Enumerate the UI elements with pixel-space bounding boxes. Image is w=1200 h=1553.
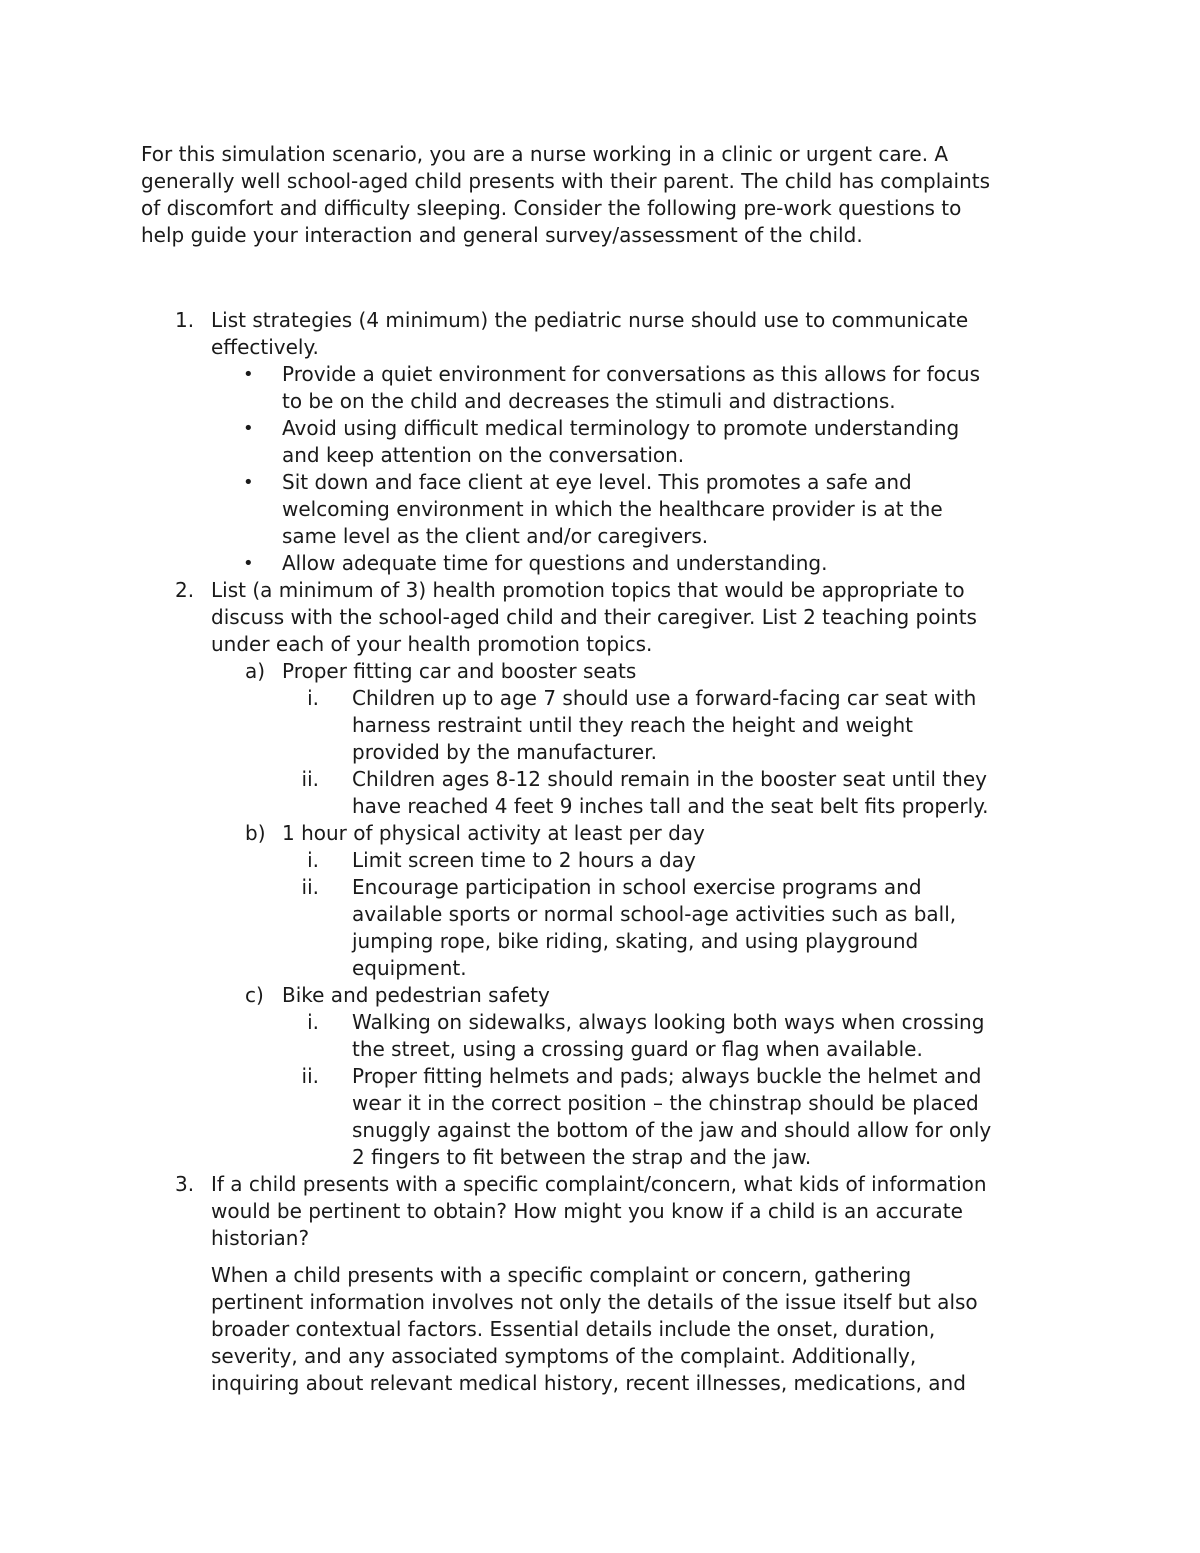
question-3 [141,1171,1081,1397]
question-number: 2. [175,578,195,602]
intro-line: help guide your interaction and general survey/assessment of the child. [141,223,863,247]
point-marker: i. [307,848,319,872]
answer-line: severity, and any associated symptoms of the complaint. Additionally, [211,1344,917,1368]
question-text: historian? [211,1226,310,1250]
question-line [141,307,1081,334]
question-text: If a child presents with a specific complaint/concern, what kids of information [211,1172,987,1196]
point-marker: i. [307,1010,319,1034]
bullet-icon: • [243,472,254,493]
bullet-item: • Provide a quiet environment for conversations as this allows for focus [243,362,980,386]
teaching-point-continuation: the street, using a crossing guard or flag when available. [352,1037,923,1061]
point-marker: ii. [301,875,319,899]
answer-paragraph [141,1262,1081,1397]
topic-marker: b) [245,821,266,845]
question-line [141,1198,1081,1225]
answer-line: broader contextual factors. Essential details include the onset, duration, [211,1317,936,1341]
intro-line: of discomfort and difficulty sleeping. Consider the following pre-work questions to [141,196,962,220]
topic-marker: a) [245,659,266,683]
point-marker: ii. [301,767,319,791]
topic-b [141,820,1081,982]
bullet-item-continuation: same level as the client and/or caregivers. [282,524,709,548]
question-line [141,334,1081,361]
teaching-point: i. Limit screen time to 2 hours a day [141,847,1081,874]
question-text: effectively. [211,335,319,359]
question-list [141,307,1081,1397]
question-line [141,577,1081,604]
teaching-point: ii. Proper fitting helmets and pads; always buckle the helmet and [141,1063,1081,1090]
point-marker: ii. [301,1064,319,1088]
question-text: under each of your health promotion topics. [211,632,653,656]
topic-c [141,982,1081,1171]
teaching-point-continuation: harness restraint until they reach the height and weight [352,713,913,737]
topic-marker: c) [245,983,264,1007]
intro-line: For this simulation scenario, you are a nurse working in a clinic or urgent care. A [141,142,949,166]
teaching-point: ii. Encourage participation in school exercise programs and [141,874,1081,901]
teaching-point-continuation: 2 fingers to fit between the strap and the jaw. [352,1145,812,1169]
bullet-item-continuation: and keep attention on the conversation. [282,443,685,467]
bullet-item: • Sit down and face client at eye level. This promotes a safe and [243,470,912,494]
answer-line: inquiring about relevant medical history, recent illnesses, medications, and [211,1371,966,1395]
paragraph-spacer [141,1252,1081,1262]
bullet-icon: • [243,364,254,385]
teaching-point-continuation: provided by the manufacturer. [352,740,657,764]
question-line [141,631,1081,658]
question-number: 1. [175,308,195,332]
teaching-point: i. Children up to age 7 should use a forward-facing car seat with [141,685,1081,712]
intro-line: generally well school-aged child presents with their parent. The child has complaints [141,169,991,193]
question-2 [141,577,1081,1171]
bullet-item-continuation: welcoming environment in which the healthcare provider is at the [282,497,943,521]
topic-title: c) Bike and pedestrian safety [245,983,550,1007]
point-marker: i. [307,686,319,710]
intro-paragraph [141,141,1081,249]
answer-line: When a child presents with a specific complaint or concern, gathering [211,1263,912,1287]
teaching-point-continuation: available sports or normal school-age activities such as ball, [352,902,957,926]
teaching-point-continuation: jumping rope, bike riding, skating, and using playground [352,929,919,953]
teaching-point-continuation: have reached 4 feet 9 inches tall and the seat belt fits properly. [352,794,989,818]
topic-title: a) Proper fitting car and booster seats [245,659,637,683]
question-text: discuss with the school-aged child and their caregiver. List 2 teaching points [211,605,977,629]
question-line [141,1225,1081,1252]
topic-title: b) 1 hour of physical activity at least per day [245,821,705,845]
teaching-point: i. Walking on sidewalks, always looking both ways when crossing [141,1009,1081,1036]
topic-a [141,658,1081,820]
question-text: List (a minimum of 3) health promotion topics that would be appropriate to [211,578,965,602]
bullet-item-continuation: to be on the child and decreases the stimuli and distractions. [282,389,896,413]
bullet-item: • Allow adequate time for questions and understanding. [243,551,828,575]
question-line [141,1171,1081,1198]
bullet-list [141,361,1081,577]
question-line [141,604,1081,631]
question-text: would be pertinent to obtain? How might you know if a child is an accurate [211,1199,963,1223]
teaching-point-continuation: snuggly against the bottom of the jaw and should allow for only [352,1118,992,1142]
teaching-point-continuation: equipment. [352,956,467,980]
question-number: 3. [175,1172,195,1196]
question-1 [141,307,1081,577]
bullet-icon: • [243,553,254,574]
bullet-icon: • [243,418,254,439]
bullet-item: • Avoid using difficult medical terminology to promote understanding [243,416,960,440]
teaching-point-continuation: wear it in the correct position – the chinstrap should be placed [352,1091,979,1115]
question-text: List strategies (4 minimum) the pediatric nurse should use to communicate [211,308,969,332]
answer-line: pertinent information involves not only the details of the issue itself but also [211,1290,978,1314]
teaching-point: ii. Children ages 8-12 should remain in the booster seat until they [141,766,1081,793]
